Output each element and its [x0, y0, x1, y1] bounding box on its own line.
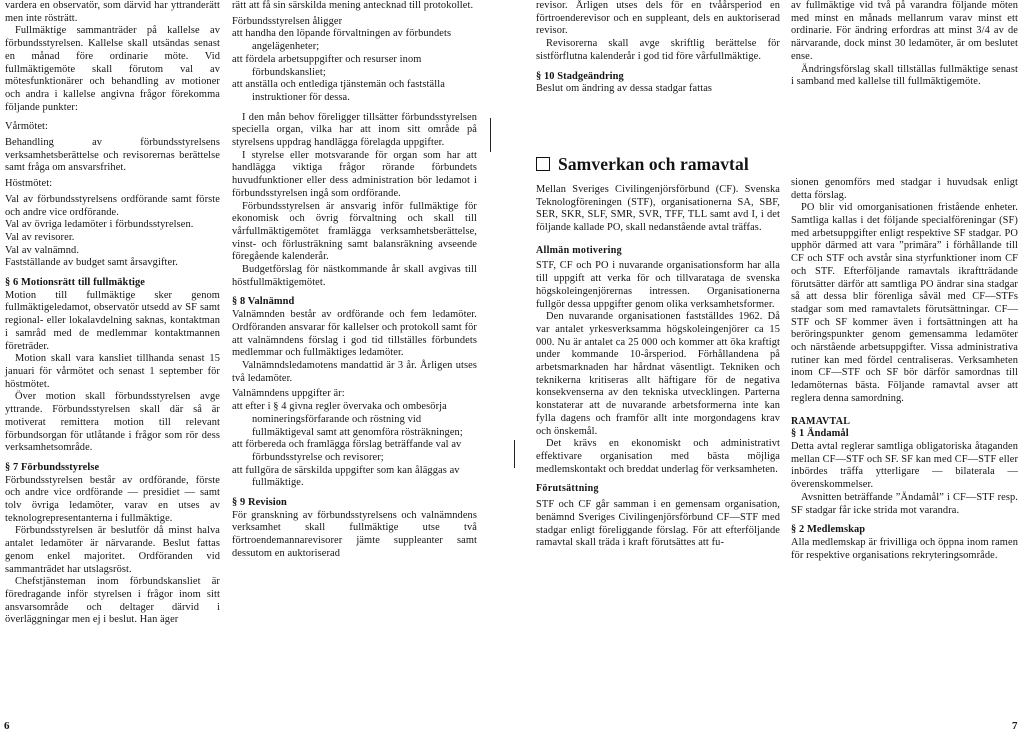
paragraph: I styrelse eller motsvarande för organ som har att handlägga viktiga frågor rörande förbundets huvudfunktioner eller dess administration bör ledamot i förbundsstyrelsen ingå som ordförande.	[232, 149, 477, 199]
paragraph: Chefstjänsteman inom förbundskansliet är föredragande inför styrelsen i frågor inom sitt ansvarsområde och deltager därvid i överläggningar men ej i beslut. Han äger	[5, 576, 220, 626]
hostmotet-line: Fastställande av budget samt årsavgifter.	[5, 257, 178, 269]
paragraph: Den nuvarande organisationen fastställdes 1962. Då var antalet yrkesverksamma högskoleingenjörer ca 15 000. Nu är antalet ca 25 000 och kommer att öka kraftigt under kommande 10-årsperiod. Förhållandena på arbetsmarknaden har hårdnat väsentligt. Tekniken och teknikerna kritiseras allt häftigare för de negativa konsekvenserna av den tekniska utvecklingen. Parterna konstaterar att de nuvarande arbetsformerna inte kan fylla dagens och framför allt inte morgondagens krav och önskemål.	[536, 311, 780, 437]
gutter-mark	[514, 440, 515, 468]
hostmotet-line: Val av övriga ledamöter i förbundsstyrelsen.	[5, 219, 194, 231]
paragraph: av fullmäktige vid två på varandra följande möten med minst en månads mellanrum varav minst ett ordinarie. För ändring erfordras att minst 3/4 av de närvarande, dock minst 30 ledamöter, är om beslutet ense.	[791, 0, 1018, 62]
paragraph: vardera en observatör, som därvid har yttranderätt men inte rösträtt.	[5, 0, 220, 24]
paragraph: Valnämndens uppgifter är:	[232, 388, 345, 400]
subheading-motivering: Allmän motivering	[536, 244, 622, 256]
hostmotet-line: Val av revisorer.	[5, 231, 75, 243]
column-3	[536, 0, 780, 550]
paragraph: revisor. Årligen utses dels för en tvåårsperiod en förtroenderevisor och en suppleant, dels en auktoriserad revisor.	[536, 0, 780, 37]
hostmotet-line: Val av förbundsstyrelsens ordförande samt förste och andre vice ordförande.	[5, 193, 220, 218]
paragraph: Det krävs en ekonomiskt och administrativt effektivare organisation med bästa möjliga medlemskontakt och breddat underlag för verksamheten.	[536, 438, 780, 475]
label-hostmotet: Höstmötet:	[5, 178, 53, 190]
paragraph: Alla medlemskap är frivilliga och öppna inom ramen för respektive organisations rekryteringsområde.	[791, 536, 1018, 561]
paragraph: I den mån behov föreligger tillsätter förbundsstyrelsen speciella organ, vilka har att inom sitt område på styrelsens uppdrag handlägga förelagda uppgifter.	[232, 111, 477, 149]
paragraph: Mellan Sveriges Civilingenjörsförbund (CF). Svenska Teknologföreningen (STF), organisationerna SA, SBF, SER, SKR, SLF, SMR, SVR, TFF, TLL samt avd I, i det följande kallade PO, skall nedanstående avtal träffas.	[536, 183, 780, 234]
section-heading-9: § 9 Revision	[232, 497, 287, 509]
paragraph: Valnämndsledamotens mandattid är 3 år. Årligen utses två ledamöter.	[232, 359, 477, 384]
label-varmotet: Vårmötet:	[5, 121, 49, 133]
section-heading-7: § 7 Förbundsstyrelse	[5, 461, 100, 473]
paragraph: Förbundsstyrelsen består av ordförande, förste och andre vice ordförande — presidiet — samt tolv övriga ledamöter, varav en utses av teknologrepresentanterna i fullmäktige.	[5, 474, 220, 524]
paragraph: STF och CF går samman i en gemensam organisation, benämnd Sveriges Civilingenjörsförbund CF—STF med stadgar enligt föreliggande förslag. För att efterföljande ramavtal skall träda i kraft förutsättes att fu-	[536, 499, 780, 549]
paragraph: PO blir vid omorganisationen fristående enheter. Samtliga kallas i det följande specialföreningar (SF) med arbetsuppgifter enligt respektive SF stadgar. PO upphör därmed att vara ”primära” i förhållande till CF och STF och avstår sina styrfunktioner inom CF och STF. Efterföljande ramavtals ikraftträdande förutsätter därför att samtliga PO ändrar sina stadgar så att dessa blir förenliga såväl med CF—STFs stadgar som med ramavtalets förutsättningar. CF—STF och SF kommer även i fortsättningen att ha beröringspunkter genom gemensamma ledamöter och närstående arbetsuppgifter. Vissa administrativa rutiner kan med fördel centraliseras. Verksamheten inom CF—STF och SF bör därför samordnas till ledamöternas bästa. Följande ramavtal avser att reglera denna samordning.	[791, 202, 1018, 404]
paragraph: Beslut om ändring av dessa stadgar fattas	[536, 83, 713, 95]
paragraph: Fullmäktige sammanträder på kallelse av förbundsstyrelsen. Kallelse skall utsändas senast en månad före ordinarie möte. Vid fullmäktigemöte skall förutom val av mötesfunktionärer och behandling av motioner och andra i kallelse angivna frågor förekomma följande punkter:	[5, 25, 220, 113]
section-heading-1: § 1 Ändamål	[791, 428, 849, 440]
section-title	[536, 154, 780, 174]
column-1	[5, 0, 220, 627]
paragraph: Detta avtal reglerar samtliga obligatoriska åtaganden mellan CF—STF och SF. SF kan med CF—STF eller inbördes träffa ytterligare — bilaterala — överenskommelser.	[791, 440, 1018, 491]
paragraph: Ändringsförslag skall tillställas fullmäktige senast i samband med kallelse till fullmäktigemöte.	[791, 63, 1018, 88]
paragraph: Revisorerna skall avge skriftlig berättelse för sistförflutna kalenderår i god tid före vårfullmäktige.	[536, 38, 780, 62]
section-title-text: Samverkan och ramavtal	[558, 153, 749, 174]
paragraph: STF, CF och PO i nuvarande organisationsform har alla till uppgift att verka för och tillvarataga de svenska högskoleingenjörernas intressen. Organisationerna fullgör dessa uppgifter genom olika verksamhetsformer.	[536, 260, 780, 310]
paragraph: sionen genomförs med stadgar i huvudsak enligt detta förslag.	[791, 176, 1018, 201]
paragraph: Avsnitten beträffande ”Ändamål” i CF—STF resp. SF stadgar får icke strida mot varandra.	[791, 491, 1018, 516]
section-heading-2: § 2 Medlemskap	[791, 524, 866, 536]
ramavtal-heading: RAMAVTAL	[791, 415, 851, 427]
paragraph: Budgetförslag för nästkommande år skall avgivas till höstfullmäktigemötet.	[232, 264, 477, 288]
paragraph: Förbundsstyrelsen är beslutför då minst halva antalet ledamöter är närvarande. Beslut fattas genom enkel majoritet. Ordföranden vid sammanträdet har utslagsröst.	[5, 525, 220, 575]
list-item: att fördela arbetsuppgifter och resurser inom förbundskansliet;	[232, 53, 422, 78]
page-number-right: 7	[1012, 720, 1018, 732]
list-item: att fullgöra de särskilda uppgifter som kan åläggas av fullmäktige.	[232, 464, 460, 489]
paragraph: Förbundsstyrelsen åligger	[232, 15, 343, 27]
list-item: att efter i § 4 givna regler övervaka och ombesörja nomineringsförfarande och röstning vid fullmäktigeval samt att genomföra rösträkningen;	[232, 401, 463, 438]
column-2	[232, 0, 477, 561]
paragraph: Förbundsstyrelsen är ansvarig inför fullmäktige för ekonomisk och övrig förvaltning och skall till vårfullmäktigemötet framlägga verksamhetsberättelse, vinst- och förlusträkning samt balansräkning avseende föregående kalenderår.	[232, 200, 477, 263]
paragraph: Behandling av förbundsstyrelsens verksamhetsberättelse och revisorernas berättelse samt fråga om ansvarsfrihet.	[5, 137, 220, 174]
gutter-mark	[490, 118, 491, 152]
list-item: att förbereda och framlägga förslag beträffande val av förbundsstyrelse och revisorer;	[232, 439, 462, 463]
paragraph: Motion till fullmäktige sker genom fullmäktigeledamot, observatör utsedd av SF samt regional- eller lokalavdelning saknas, kontaktman i samråd med de medlemmar kontaktmannen företräder.	[5, 289, 220, 352]
subheading-forutsattning: Förutsättning	[536, 483, 599, 495]
list-item: att handha den löpande förvaltningen av förbundets angelägenheter;	[232, 28, 452, 53]
column-4	[791, 0, 1018, 562]
paragraph: Valnämnden består av ordförande och fem ledamöter. Ordföranden ansvarar för kallelser och protokoll samt för att valnämndens förslag i god tid tillställes förbundets medlemmar och fullmäktiges ledamöter.	[232, 309, 477, 359]
section-heading-10: § 10 Stadgeändring	[536, 70, 624, 82]
paragraph: rätt att få sin särskilda mening antecknad till protokollet.	[232, 0, 474, 11]
page-number-left: 6	[4, 720, 10, 732]
checkbox-square-icon	[536, 157, 550, 171]
section-heading-8: § 8 Valnämnd	[232, 296, 295, 308]
paragraph: Över motion skall förbundsstyrelsen avge yttrande. Förbundsstyrelsen skall där så är motiverat remittera motion till relevant förbundsorgan för utlåtande i frågor som rör dess verksamhetsområde.	[5, 391, 220, 454]
paragraph: För granskning av förbundsstyrelsens och valnämndens verksamhet skall fullmäktige utse två förtroendemannarevisorer jämte suppleanter samt dessutom en auktoriserad	[232, 509, 477, 559]
paragraph: Motion skall vara kansliet tillhanda senast 15 januari för vårmötet och senast 1 september för höstmötet.	[5, 353, 220, 390]
hostmotet-line: Val av valnämnd.	[5, 244, 80, 256]
list-item: att anställa och entlediga tjänstemän och fastställa instruktioner för dessa.	[232, 79, 445, 103]
section-heading-6: § 6 Motionsrätt till fullmäktige	[5, 277, 145, 289]
